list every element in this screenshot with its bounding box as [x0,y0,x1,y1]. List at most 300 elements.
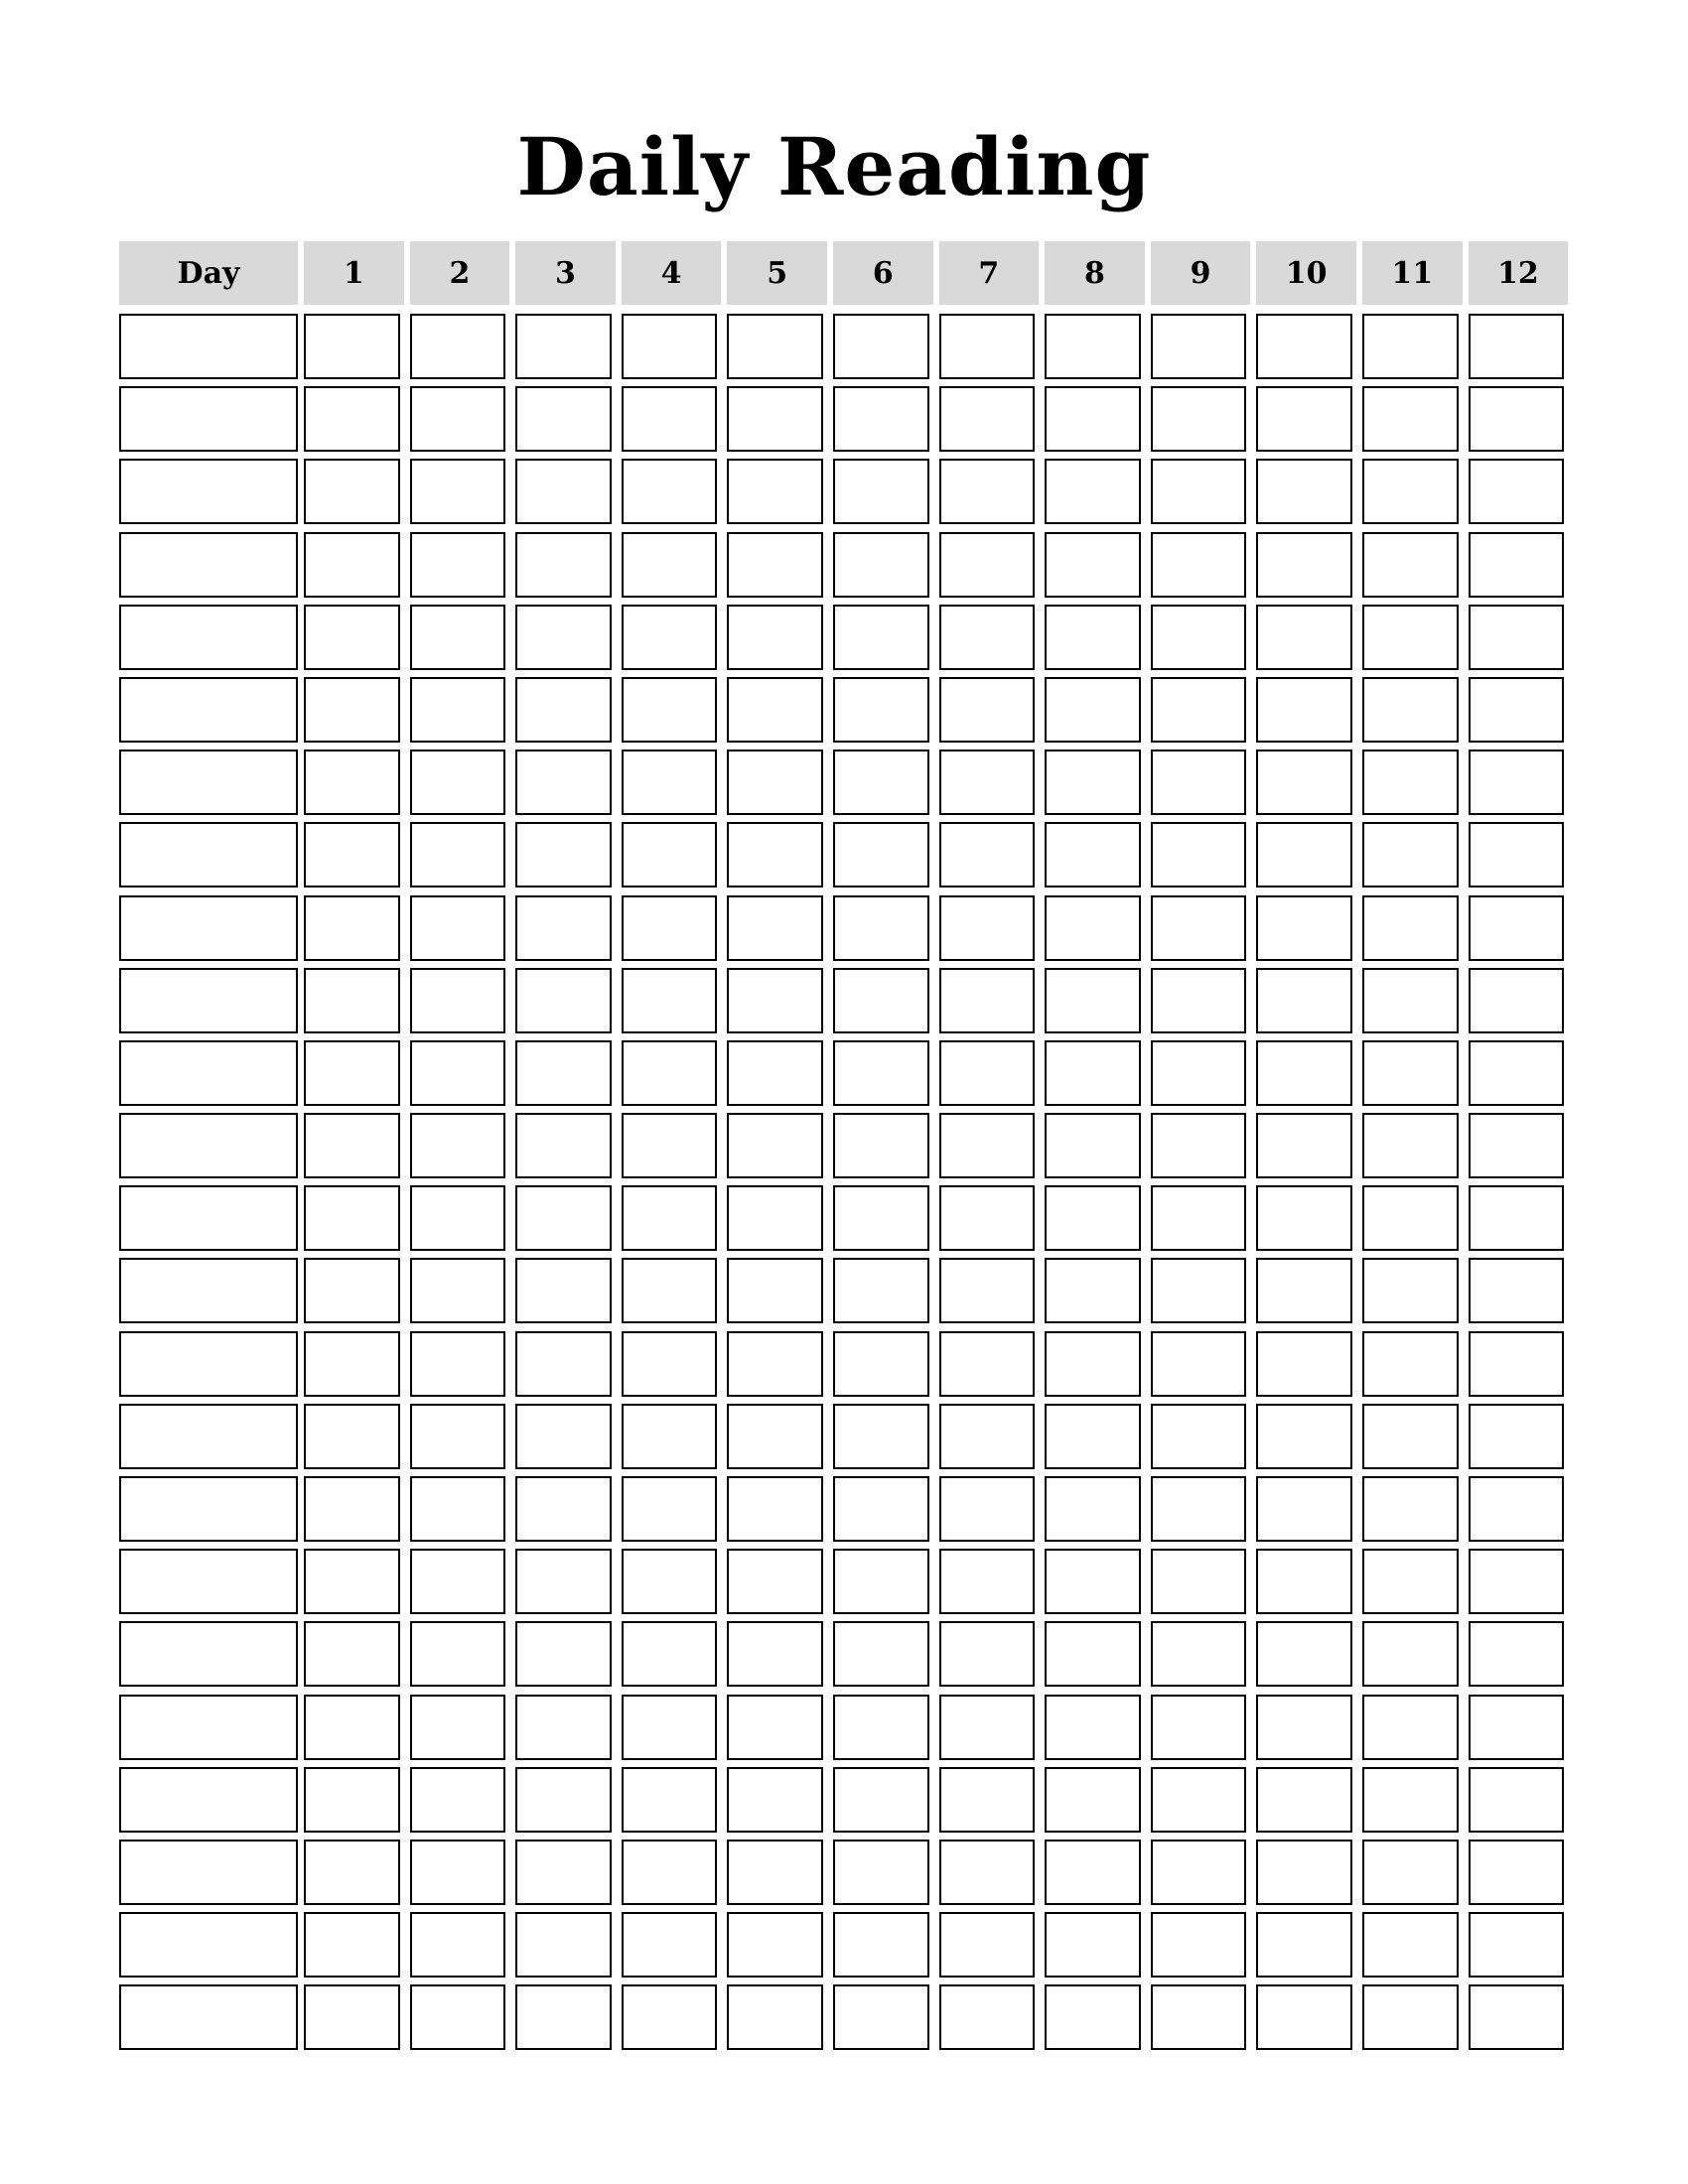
reading-checkbox-cell[interactable] [833,605,929,670]
reading-checkbox-cell[interactable] [1151,459,1247,524]
reading-checkbox-cell[interactable] [304,386,400,452]
reading-checkbox-cell[interactable] [1151,1695,1247,1760]
reading-checkbox-cell[interactable] [1045,1040,1141,1106]
reading-checkbox-cell[interactable] [727,1984,823,2050]
reading-checkbox-cell[interactable] [1256,605,1352,670]
reading-checkbox-cell[interactable] [1045,605,1141,670]
reading-checkbox-cell[interactable] [939,1040,1036,1106]
reading-checkbox-cell[interactable] [622,314,718,379]
reading-checkbox-cell[interactable] [1362,605,1459,670]
reading-checkbox-cell[interactable] [727,1113,823,1178]
reading-checkbox-cell[interactable] [1256,1695,1352,1760]
reading-checkbox-cell[interactable] [833,386,929,452]
reading-checkbox-cell[interactable] [1362,532,1459,598]
reading-checkbox-cell[interactable] [939,1767,1036,1833]
day-entry-cell[interactable] [119,605,298,670]
reading-checkbox-cell[interactable] [833,1767,929,1833]
reading-checkbox-cell[interactable] [833,1258,929,1323]
reading-checkbox-cell[interactable] [939,1404,1036,1469]
reading-checkbox-cell[interactable] [833,750,929,815]
reading-checkbox-cell[interactable] [939,1621,1036,1687]
reading-checkbox-cell[interactable] [833,1476,929,1542]
reading-checkbox-cell[interactable] [1045,968,1141,1033]
reading-checkbox-cell[interactable] [410,750,506,815]
reading-checkbox-cell[interactable] [304,1549,400,1614]
day-entry-cell[interactable] [119,677,298,743]
reading-checkbox-cell[interactable] [1362,1984,1459,2050]
reading-checkbox-cell[interactable] [1151,1331,1247,1397]
reading-checkbox-cell[interactable] [1362,386,1459,452]
reading-checkbox-cell[interactable] [622,386,718,452]
reading-checkbox-cell[interactable] [1362,1404,1459,1469]
reading-checkbox-cell[interactable] [1045,1549,1141,1614]
reading-checkbox-cell[interactable] [1151,1767,1247,1833]
reading-checkbox-cell[interactable] [1469,386,1565,452]
reading-checkbox-cell[interactable] [939,822,1036,887]
reading-checkbox-cell[interactable] [1362,1621,1459,1687]
reading-checkbox-cell[interactable] [727,605,823,670]
reading-checkbox-cell[interactable] [515,1767,612,1833]
reading-checkbox-cell[interactable] [727,1621,823,1687]
reading-checkbox-cell[interactable] [1151,677,1247,743]
day-entry-cell[interactable] [119,386,298,452]
reading-checkbox-cell[interactable] [727,459,823,524]
day-entry-cell[interactable] [119,1040,298,1106]
reading-checkbox-cell[interactable] [515,532,612,598]
reading-checkbox-cell[interactable] [727,386,823,452]
reading-checkbox-cell[interactable] [833,1621,929,1687]
reading-checkbox-cell[interactable] [1256,1404,1352,1469]
reading-checkbox-cell[interactable] [1469,1404,1565,1469]
reading-checkbox-cell[interactable] [515,1040,612,1106]
reading-checkbox-cell[interactable] [1469,677,1565,743]
reading-checkbox-cell[interactable] [1045,1258,1141,1323]
reading-checkbox-cell[interactable] [833,459,929,524]
reading-checkbox-cell[interactable] [515,1840,612,1905]
reading-checkbox-cell[interactable] [1151,1185,1247,1251]
reading-checkbox-cell[interactable] [1256,1621,1352,1687]
reading-checkbox-cell[interactable] [304,1912,400,1978]
reading-checkbox-cell[interactable] [515,314,612,379]
reading-checkbox-cell[interactable] [727,750,823,815]
reading-checkbox-cell[interactable] [622,822,718,887]
reading-checkbox-cell[interactable] [1151,1840,1247,1905]
reading-checkbox-cell[interactable] [1256,386,1352,452]
reading-checkbox-cell[interactable] [727,968,823,1033]
reading-checkbox-cell[interactable] [515,1404,612,1469]
reading-checkbox-cell[interactable] [410,1695,506,1760]
reading-checkbox-cell[interactable] [410,532,506,598]
reading-checkbox-cell[interactable] [939,1840,1036,1905]
reading-checkbox-cell[interactable] [939,1185,1036,1251]
reading-checkbox-cell[interactable] [1045,1767,1141,1833]
reading-checkbox-cell[interactable] [727,532,823,598]
reading-checkbox-cell[interactable] [1256,750,1352,815]
day-entry-cell[interactable] [119,532,298,598]
day-entry-cell[interactable] [119,1185,298,1251]
reading-checkbox-cell[interactable] [304,1040,400,1106]
reading-checkbox-cell[interactable] [515,1984,612,2050]
reading-checkbox-cell[interactable] [833,1549,929,1614]
reading-checkbox-cell[interactable] [1151,1912,1247,1978]
reading-checkbox-cell[interactable] [515,968,612,1033]
reading-checkbox-cell[interactable] [410,677,506,743]
reading-checkbox-cell[interactable] [515,459,612,524]
reading-checkbox-cell[interactable] [622,1840,718,1905]
day-entry-cell[interactable] [119,968,298,1033]
reading-checkbox-cell[interactable] [833,1695,929,1760]
reading-checkbox-cell[interactable] [622,459,718,524]
reading-checkbox-cell[interactable] [1045,1331,1141,1397]
reading-checkbox-cell[interactable] [515,677,612,743]
reading-checkbox-cell[interactable] [833,1040,929,1106]
reading-checkbox-cell[interactable] [515,386,612,452]
reading-checkbox-cell[interactable] [833,1912,929,1978]
reading-checkbox-cell[interactable] [1362,1549,1459,1614]
reading-checkbox-cell[interactable] [622,677,718,743]
reading-checkbox-cell[interactable] [1045,1113,1141,1178]
reading-checkbox-cell[interactable] [1469,1185,1565,1251]
reading-checkbox-cell[interactable] [1362,314,1459,379]
day-entry-cell[interactable] [119,750,298,815]
reading-checkbox-cell[interactable] [410,314,506,379]
reading-checkbox-cell[interactable] [1151,1113,1247,1178]
reading-checkbox-cell[interactable] [1362,677,1459,743]
reading-checkbox-cell[interactable] [304,968,400,1033]
reading-checkbox-cell[interactable] [1256,1840,1352,1905]
reading-checkbox-cell[interactable] [1045,822,1141,887]
reading-checkbox-cell[interactable] [410,1840,506,1905]
reading-checkbox-cell[interactable] [833,677,929,743]
reading-checkbox-cell[interactable] [1256,968,1352,1033]
reading-checkbox-cell[interactable] [1045,1912,1141,1978]
reading-checkbox-cell[interactable] [727,1912,823,1978]
reading-checkbox-cell[interactable] [1151,750,1247,815]
reading-checkbox-cell[interactable] [304,1404,400,1469]
reading-checkbox-cell[interactable] [1256,532,1352,598]
reading-checkbox-cell[interactable] [622,750,718,815]
reading-checkbox-cell[interactable] [410,459,506,524]
reading-checkbox-cell[interactable] [515,1621,612,1687]
reading-checkbox-cell[interactable] [304,822,400,887]
reading-checkbox-cell[interactable] [410,1331,506,1397]
reading-checkbox-cell[interactable] [939,605,1036,670]
reading-checkbox-cell[interactable] [410,386,506,452]
reading-checkbox-cell[interactable] [515,1113,612,1178]
reading-checkbox-cell[interactable] [1151,1621,1247,1687]
reading-checkbox-cell[interactable] [1045,459,1141,524]
reading-checkbox-cell[interactable] [622,968,718,1033]
reading-checkbox-cell[interactable] [304,1258,400,1323]
reading-checkbox-cell[interactable] [1362,1113,1459,1178]
reading-checkbox-cell[interactable] [515,1331,612,1397]
reading-checkbox-cell[interactable] [1362,1040,1459,1106]
reading-checkbox-cell[interactable] [1151,1476,1247,1542]
reading-checkbox-cell[interactable] [622,895,718,961]
day-entry-cell[interactable] [119,459,298,524]
reading-checkbox-cell[interactable] [1362,1258,1459,1323]
day-entry-cell[interactable] [119,1113,298,1178]
reading-checkbox-cell[interactable] [622,1621,718,1687]
reading-checkbox-cell[interactable] [1256,1185,1352,1251]
reading-checkbox-cell[interactable] [1045,532,1141,598]
reading-checkbox-cell[interactable] [410,1767,506,1833]
reading-checkbox-cell[interactable] [1256,1767,1352,1833]
reading-checkbox-cell[interactable] [727,1331,823,1397]
reading-checkbox-cell[interactable] [939,895,1036,961]
reading-checkbox-cell[interactable] [1256,1912,1352,1978]
reading-checkbox-cell[interactable] [939,532,1036,598]
day-entry-cell[interactable] [119,1984,298,2050]
reading-checkbox-cell[interactable] [939,1258,1036,1323]
reading-checkbox-cell[interactable] [833,1331,929,1397]
reading-checkbox-cell[interactable] [1151,1258,1247,1323]
reading-checkbox-cell[interactable] [833,895,929,961]
reading-checkbox-cell[interactable] [410,605,506,670]
reading-checkbox-cell[interactable] [833,968,929,1033]
reading-checkbox-cell[interactable] [1045,1185,1141,1251]
reading-checkbox-cell[interactable] [727,1185,823,1251]
reading-checkbox-cell[interactable] [515,750,612,815]
reading-checkbox-cell[interactable] [622,1185,718,1251]
reading-checkbox-cell[interactable] [727,1549,823,1614]
reading-checkbox-cell[interactable] [410,968,506,1033]
reading-checkbox-cell[interactable] [1469,750,1565,815]
reading-checkbox-cell[interactable] [1045,1404,1141,1469]
reading-checkbox-cell[interactable] [939,1549,1036,1614]
reading-checkbox-cell[interactable] [1256,314,1352,379]
reading-checkbox-cell[interactable] [515,1185,612,1251]
reading-checkbox-cell[interactable] [304,750,400,815]
reading-checkbox-cell[interactable] [304,1695,400,1760]
reading-checkbox-cell[interactable] [410,1258,506,1323]
reading-checkbox-cell[interactable] [1045,1476,1141,1542]
reading-checkbox-cell[interactable] [1045,386,1141,452]
reading-checkbox-cell[interactable] [622,1331,718,1397]
reading-checkbox-cell[interactable] [1256,822,1352,887]
reading-checkbox-cell[interactable] [622,1476,718,1542]
reading-checkbox-cell[interactable] [1256,1476,1352,1542]
reading-checkbox-cell[interactable] [515,895,612,961]
reading-checkbox-cell[interactable] [939,677,1036,743]
reading-checkbox-cell[interactable] [1151,822,1247,887]
reading-checkbox-cell[interactable] [939,1912,1036,1978]
reading-checkbox-cell[interactable] [1469,1984,1565,2050]
reading-checkbox-cell[interactable] [515,822,612,887]
day-entry-cell[interactable] [119,822,298,887]
reading-checkbox-cell[interactable] [1469,1040,1565,1106]
reading-checkbox-cell[interactable] [1362,968,1459,1033]
reading-checkbox-cell[interactable] [1256,1331,1352,1397]
reading-checkbox-cell[interactable] [727,1695,823,1760]
reading-checkbox-cell[interactable] [1151,895,1247,961]
reading-checkbox-cell[interactable] [622,1258,718,1323]
reading-checkbox-cell[interactable] [1362,1695,1459,1760]
reading-checkbox-cell[interactable] [1469,895,1565,961]
reading-checkbox-cell[interactable] [515,1549,612,1614]
reading-checkbox-cell[interactable] [1469,1476,1565,1542]
reading-checkbox-cell[interactable] [1151,1549,1247,1614]
reading-checkbox-cell[interactable] [1362,822,1459,887]
reading-checkbox-cell[interactable] [727,677,823,743]
reading-checkbox-cell[interactable] [1362,459,1459,524]
reading-checkbox-cell[interactable] [1045,1695,1141,1760]
reading-checkbox-cell[interactable] [304,1621,400,1687]
reading-checkbox-cell[interactable] [1362,895,1459,961]
reading-checkbox-cell[interactable] [410,1621,506,1687]
reading-checkbox-cell[interactable] [410,1404,506,1469]
reading-checkbox-cell[interactable] [1469,1113,1565,1178]
reading-checkbox-cell[interactable] [1256,895,1352,961]
reading-checkbox-cell[interactable] [1362,1912,1459,1978]
reading-checkbox-cell[interactable] [515,1258,612,1323]
reading-checkbox-cell[interactable] [304,1840,400,1905]
reading-checkbox-cell[interactable] [727,895,823,961]
reading-checkbox-cell[interactable] [939,968,1036,1033]
reading-checkbox-cell[interactable] [727,1767,823,1833]
reading-checkbox-cell[interactable] [727,1404,823,1469]
reading-checkbox-cell[interactable] [1469,532,1565,598]
reading-checkbox-cell[interactable] [1469,1258,1565,1323]
reading-checkbox-cell[interactable] [1469,1331,1565,1397]
day-entry-cell[interactable] [119,1404,298,1469]
reading-checkbox-cell[interactable] [833,1984,929,2050]
reading-checkbox-cell[interactable] [1362,1185,1459,1251]
reading-checkbox-cell[interactable] [622,1912,718,1978]
reading-checkbox-cell[interactable] [939,1476,1036,1542]
reading-checkbox-cell[interactable] [622,1695,718,1760]
reading-checkbox-cell[interactable] [939,1113,1036,1178]
day-entry-cell[interactable] [119,1767,298,1833]
reading-checkbox-cell[interactable] [833,1840,929,1905]
reading-checkbox-cell[interactable] [833,314,929,379]
reading-checkbox-cell[interactable] [410,1185,506,1251]
day-entry-cell[interactable] [119,1695,298,1760]
reading-checkbox-cell[interactable] [1256,1040,1352,1106]
reading-checkbox-cell[interactable] [727,1840,823,1905]
day-entry-cell[interactable] [119,314,298,379]
reading-checkbox-cell[interactable] [1151,1404,1247,1469]
reading-checkbox-cell[interactable] [727,1040,823,1106]
reading-checkbox-cell[interactable] [1151,314,1247,379]
reading-checkbox-cell[interactable] [1256,459,1352,524]
reading-checkbox-cell[interactable] [622,605,718,670]
reading-checkbox-cell[interactable] [304,1185,400,1251]
reading-checkbox-cell[interactable] [1151,1984,1247,2050]
reading-checkbox-cell[interactable] [727,1258,823,1323]
day-entry-cell[interactable] [119,1912,298,1978]
reading-checkbox-cell[interactable] [833,1404,929,1469]
reading-checkbox-cell[interactable] [833,1185,929,1251]
reading-checkbox-cell[interactable] [1045,1621,1141,1687]
reading-checkbox-cell[interactable] [304,677,400,743]
reading-checkbox-cell[interactable] [1469,1912,1565,1978]
reading-checkbox-cell[interactable] [410,1113,506,1178]
reading-checkbox-cell[interactable] [833,822,929,887]
reading-checkbox-cell[interactable] [304,314,400,379]
reading-checkbox-cell[interactable] [833,1113,929,1178]
reading-checkbox-cell[interactable] [1469,968,1565,1033]
reading-checkbox-cell[interactable] [727,822,823,887]
reading-checkbox-cell[interactable] [1362,750,1459,815]
reading-checkbox-cell[interactable] [1469,459,1565,524]
reading-checkbox-cell[interactable] [515,1476,612,1542]
reading-checkbox-cell[interactable] [1256,1549,1352,1614]
reading-checkbox-cell[interactable] [1469,1549,1565,1614]
reading-checkbox-cell[interactable] [1469,1767,1565,1833]
reading-checkbox-cell[interactable] [1362,1331,1459,1397]
day-entry-cell[interactable] [119,1258,298,1323]
day-entry-cell[interactable] [119,1331,298,1397]
reading-checkbox-cell[interactable] [622,532,718,598]
reading-checkbox-cell[interactable] [939,1695,1036,1760]
reading-checkbox-cell[interactable] [304,1767,400,1833]
reading-checkbox-cell[interactable] [1045,1840,1141,1905]
reading-checkbox-cell[interactable] [939,314,1036,379]
reading-checkbox-cell[interactable] [939,1331,1036,1397]
reading-checkbox-cell[interactable] [1469,1840,1565,1905]
reading-checkbox-cell[interactable] [833,532,929,598]
reading-checkbox-cell[interactable] [622,1113,718,1178]
reading-checkbox-cell[interactable] [1469,314,1565,379]
reading-checkbox-cell[interactable] [1045,1984,1141,2050]
day-entry-cell[interactable] [119,1549,298,1614]
reading-checkbox-cell[interactable] [622,1549,718,1614]
day-entry-cell[interactable] [119,1621,298,1687]
reading-checkbox-cell[interactable] [1256,1984,1352,2050]
reading-checkbox-cell[interactable] [1151,1040,1247,1106]
reading-checkbox-cell[interactable] [304,1984,400,2050]
reading-checkbox-cell[interactable] [1256,1113,1352,1178]
reading-checkbox-cell[interactable] [1256,1258,1352,1323]
reading-checkbox-cell[interactable] [939,386,1036,452]
reading-checkbox-cell[interactable] [939,750,1036,815]
reading-checkbox-cell[interactable] [304,459,400,524]
reading-checkbox-cell[interactable] [1256,677,1352,743]
reading-checkbox-cell[interactable] [1469,822,1565,887]
reading-checkbox-cell[interactable] [304,1113,400,1178]
reading-checkbox-cell[interactable] [1045,750,1141,815]
reading-checkbox-cell[interactable] [515,1912,612,1978]
reading-checkbox-cell[interactable] [1151,968,1247,1033]
reading-checkbox-cell[interactable] [622,1767,718,1833]
reading-checkbox-cell[interactable] [1362,1840,1459,1905]
reading-checkbox-cell[interactable] [1469,605,1565,670]
reading-checkbox-cell[interactable] [1151,386,1247,452]
reading-checkbox-cell[interactable] [1151,532,1247,598]
reading-checkbox-cell[interactable] [622,1404,718,1469]
reading-checkbox-cell[interactable] [1151,605,1247,670]
reading-checkbox-cell[interactable] [410,1549,506,1614]
reading-checkbox-cell[interactable] [410,1476,506,1542]
reading-checkbox-cell[interactable] [304,1476,400,1542]
day-entry-cell[interactable] [119,1840,298,1905]
reading-checkbox-cell[interactable] [304,1331,400,1397]
reading-checkbox-cell[interactable] [410,895,506,961]
reading-checkbox-cell[interactable] [622,1984,718,2050]
reading-checkbox-cell[interactable] [410,1912,506,1978]
day-entry-cell[interactable] [119,1476,298,1542]
reading-checkbox-cell[interactable] [515,605,612,670]
reading-checkbox-cell[interactable] [1362,1476,1459,1542]
reading-checkbox-cell[interactable] [1469,1621,1565,1687]
reading-checkbox-cell[interactable] [304,605,400,670]
reading-checkbox-cell[interactable] [515,1695,612,1760]
reading-checkbox-cell[interactable] [727,1476,823,1542]
reading-checkbox-cell[interactable] [1045,895,1141,961]
reading-checkbox-cell[interactable] [304,532,400,598]
reading-checkbox-cell[interactable] [1045,677,1141,743]
